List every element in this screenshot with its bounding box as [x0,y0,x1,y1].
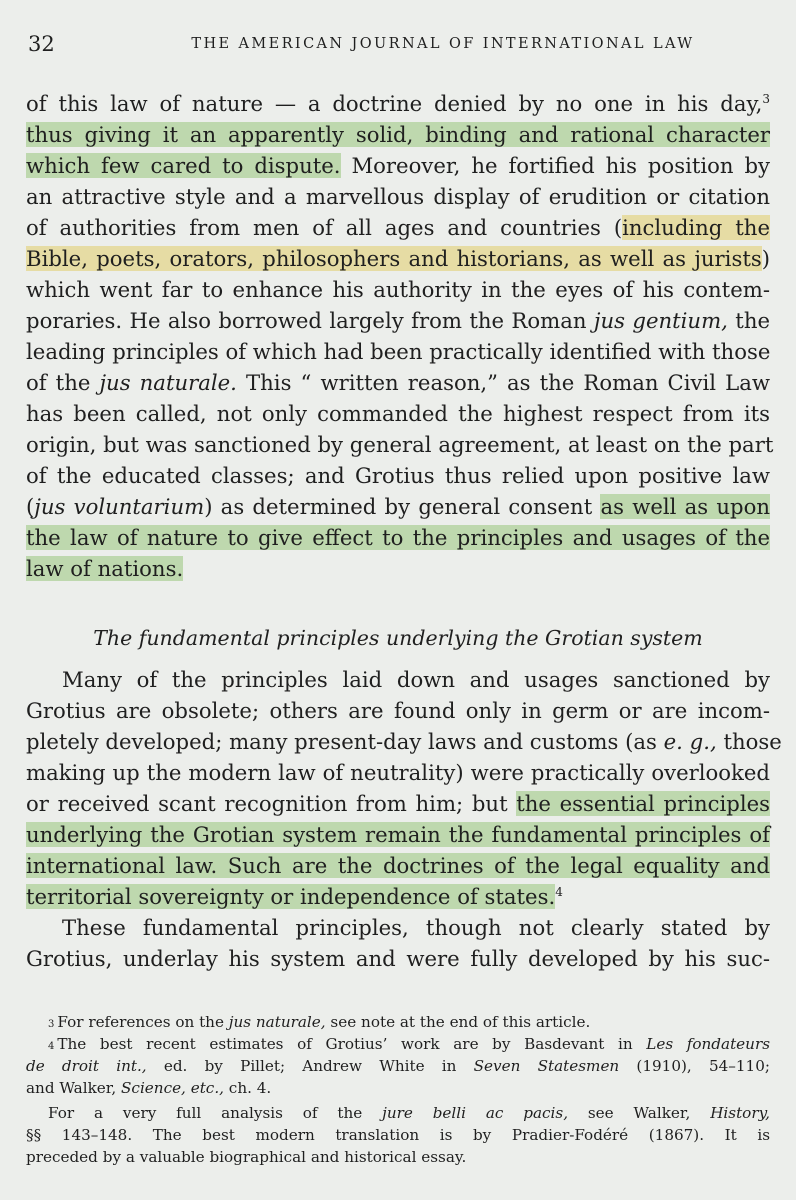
highlight: thus giving it an apparently solid, binding and rational character [26,122,770,147]
p1-line-1: of this law of nature — a doctrine denied by no one in his day,$^3$ [26,91,770,116]
p1-line-8: poraries. He also borrowed largely from the Roman jus gentium, the [26,308,771,333]
p2-line-4: making up the modern law of neutrality) were practically overlooked [26,760,770,785]
footnote-5-line-2: §§ 143–148. The best modern translation is by Pradier-Fodéré (1867). It is [26,1126,770,1144]
highlight: Bible, poets, orators, philosophers and historians, as well as jurists [26,246,762,271]
p1-line-2 [26,119,770,150]
footnote-5-line-3: preceded by a valuable biographical and historical essay. [26,1148,467,1166]
highlight: as well as upon [600,494,770,519]
p3-line-2: Grotius, underlay his system and were fully developed by his suc- [26,946,770,971]
p1-line-10: of the jus naturale. This “ written reason,” as the Roman Civil Law [26,370,770,395]
p1-line-4: an attractive style and a marvellous display of erudition or citation [26,184,770,209]
footnote-3: 3 For references on the jus naturale, see note at the end of this article. [48,1013,591,1031]
page-number: 32 [28,32,55,56]
p3-line-1: These fundamental principles, though not clearly stated by [62,915,770,940]
footnote-ref-4[interactable]: 4 [555,885,563,899]
highlight: which few cared to dispute. [26,153,341,178]
p1-line-13: of the educated classes; and Grotius thus relied upon positive law [26,463,770,488]
footnote-4-line-2: de droit int., ed. by Pillet; Andrew White in Seven Statesmen (1910), 54–110; [26,1057,770,1075]
p2-line-2: Grotius are obsolete; others are found only in germ or are incom- [26,698,770,723]
section-heading: The fundamental principles underlying the Grotian system [93,626,703,650]
highlight: territorial sovereignty or independence of states. [26,884,556,909]
p1-line-14: (jus voluntarium) as determined by general consent as well as upon [26,494,770,519]
page-header [28,32,768,60]
footnote-5-line-1: For a very full analysis of the jure belli ac pacis, see Walker, History, [48,1104,770,1122]
p1-line-15 [26,522,770,553]
p1-line-3: which few cared to dispute. Moreover, he fortified his position by [26,153,771,178]
p1-line-11: has been called, not only commanded the highest respect from its [26,401,770,426]
p2-line-3: pletely developed; many present-day laws and customs (as e. g., those [26,729,782,754]
p1-line-9: leading principles of which had been practically identified with those [26,339,771,364]
highlight: the law of nature to give effect to the principles and usages of the [26,525,770,550]
highlight: international law. Such are the doctrines of the legal equality and [26,853,770,878]
p2-line-5: or received scant recognition from him; but the essential principles [26,791,771,816]
p2-line-8 [26,881,770,912]
running-head: THE AMERICAN JOURNAL OF INTERNATIONAL LAW [191,36,695,52]
highlight: underlying the Grotian system remain the fundamental principles of [26,822,770,847]
footnote-4-line-1: 4 The best recent estimates of Grotius’ work are by Basdevant in Les fondateurs [48,1035,770,1053]
p1-line-5: of authorities from men of all ages and countries (including the [26,215,770,240]
p1-line-6: Bible, poets, orators, philosophers and historians, as well as jurists) [26,246,770,271]
p1-line-7: which went far to enhance his authority in the eyes of his contem- [26,277,770,302]
highlight: the essential principles [516,791,771,816]
p1-line-12: origin, but was sanctioned by general agreement, at least on the part [26,432,774,457]
highlight: law of nations. [26,556,184,581]
p2-line-7 [26,850,770,881]
footnote-ref-3[interactable]: 3 [762,92,770,106]
p1-line-16 [26,553,770,584]
highlight: including the [622,215,770,240]
p2-line-1: Many of the principles laid down and usages sanctioned by [62,667,770,692]
footnote-4-line-3: and Walker, Science, etc., ch. 4. [26,1079,272,1097]
p2-line-6 [26,819,770,850]
